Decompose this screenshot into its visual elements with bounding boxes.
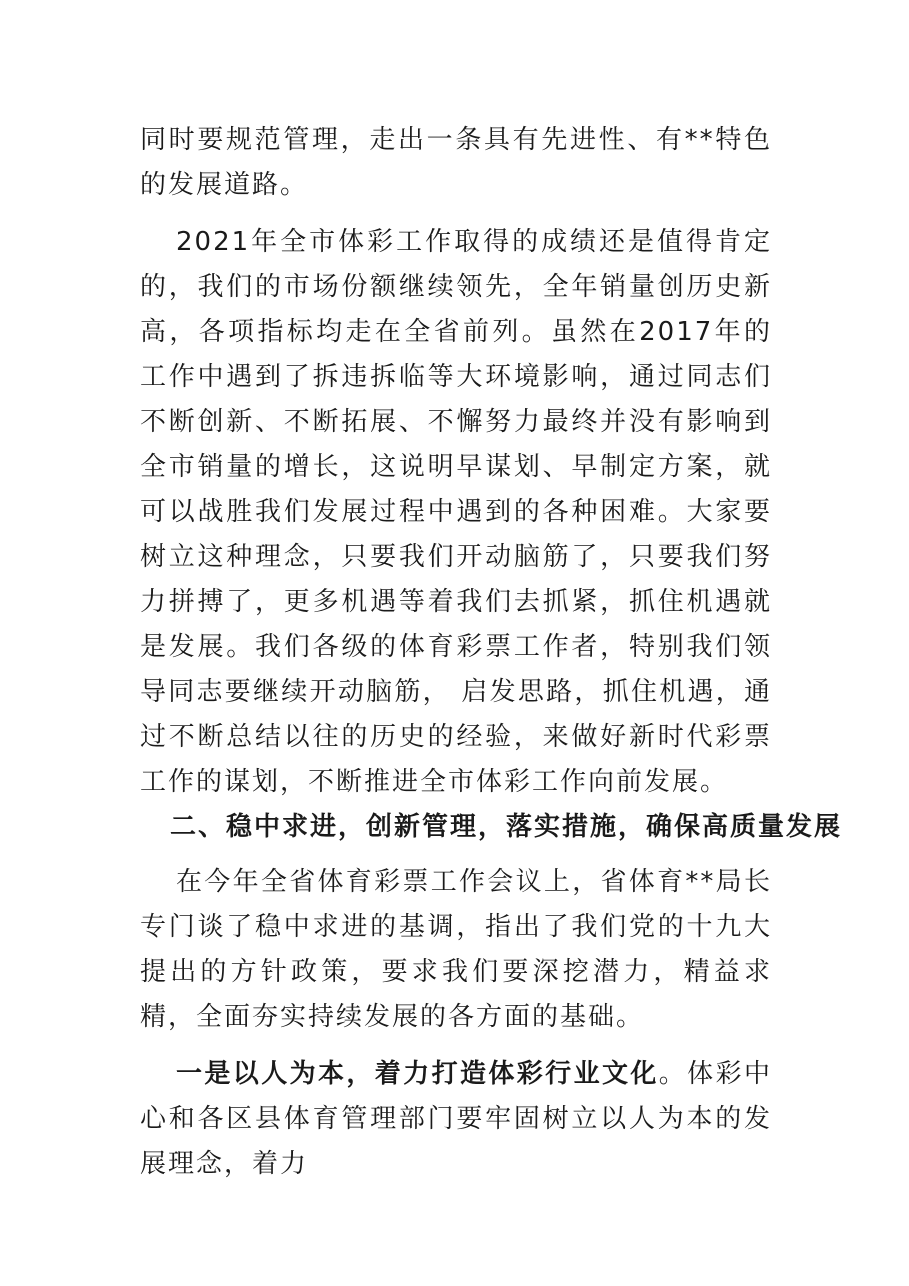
point-one-text: 。体彩中心和各区县体育管理部门要牢固树立以人为本的发展理念，着力 (140, 1059, 772, 1179)
paragraph-point-one (140, 1052, 772, 1187)
document-body (140, 118, 843, 1187)
point-one-title: 一是以人为本，着力打造体彩行业文化 (176, 1059, 659, 1089)
paragraph-continuation: 同时要规范管理，走出一条具有先进性、有**特色的发展道路。 (140, 125, 772, 200)
paragraph-provincial-meeting: 在今年全省体育彩票工作会议上，省体育**局长专门谈了稳中求进的基调，指出了我们党的十九大提出的方针政策，要求我们要深挖潜力，精益求精，全面夯实持续发展的各方面的基础。 (140, 867, 772, 1032)
paragraph-2021-summary: 2021年全市体彩工作取得的成绩还是值得肯定的，我们的市场份额继续领先，全年销量创历史新高，各项指标均走在全省前列。虽然在2017年的工作中遇到了拆违拆临等大环境影响，通过同志们不断创新、不断拓展、不懈努力最终并没有影响到全市销量的增长，这说明早谋划、早制定方案，就可以战胜我们发展过程中遇到的各种困难。大家要树立这种理念，只要我们开动脑筋了，只要我们努力拼搏了，更多机遇等着我们去抓紧，抓住机遇就是发展。我们各级的体育彩票工作者，特别我们领导同志要继续开动脑筋， 启发思路，抓住机遇，通过不断总结以往的历史的经验，来做好新时代彩票工作的谋划，不断推进全市体彩工作向前发展。 (140, 227, 772, 797)
section-heading: 二、稳中求进，创新管理，落实措施，确保高质量发展 (170, 812, 843, 842)
